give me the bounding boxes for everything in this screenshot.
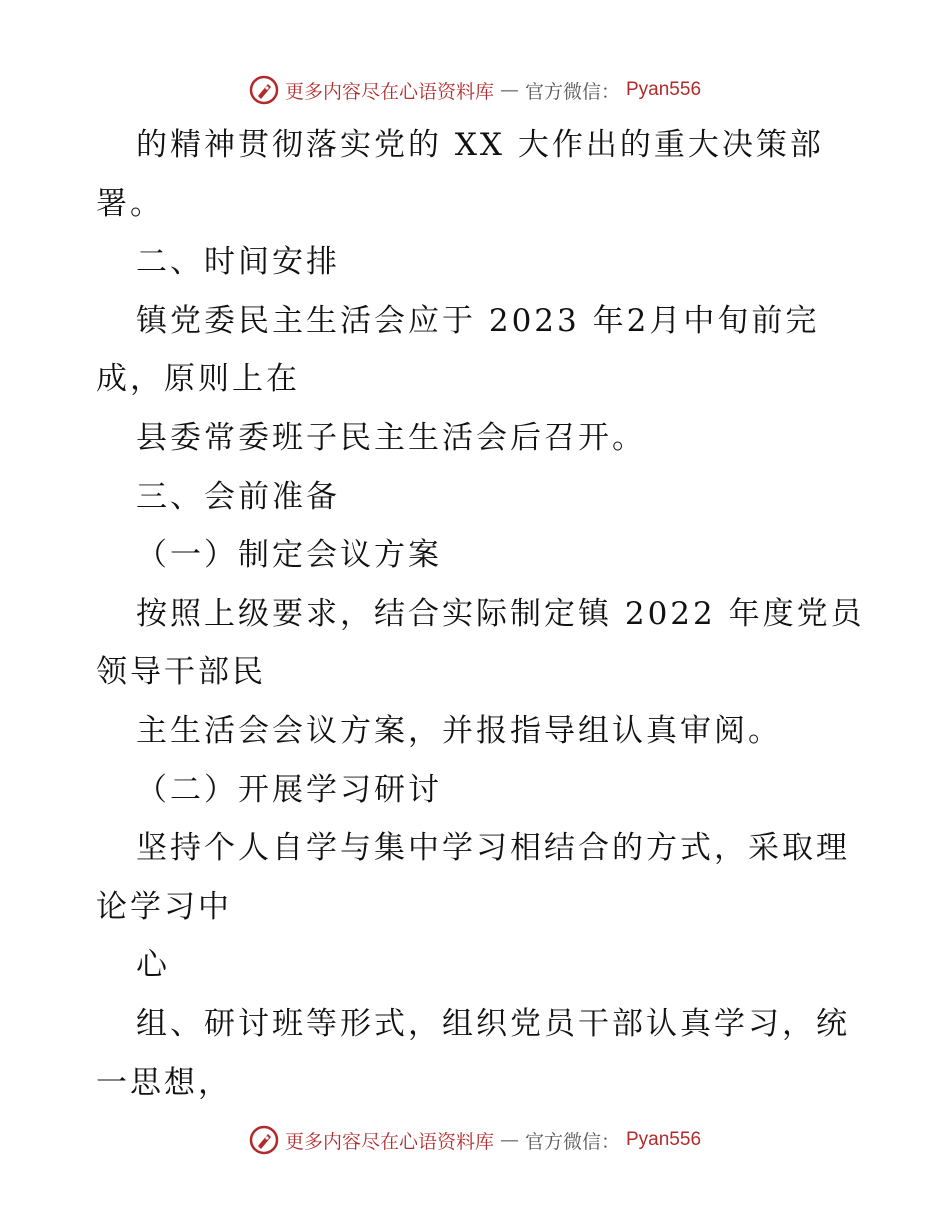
text-line: 成，原则上在: [96, 361, 300, 398]
text-line: 组、研讨班等形式，组织党员干部认真学习，统: [136, 1005, 850, 1042]
text-line: 署。: [96, 185, 164, 222]
text-line: 心: [136, 947, 170, 984]
text-line: 镇党委民主生活会应于 2023 年2月中旬前完: [136, 302, 820, 339]
text-line: 按照上级要求，结合实际制定镇 2022 年度党员: [136, 595, 865, 632]
section-heading: 二、时间安排: [136, 244, 340, 281]
text-line: 论学习中: [96, 888, 232, 925]
section-heading: 三、会前准备: [136, 478, 340, 515]
watermark-wechat-label: 官方微信：: [524, 1130, 620, 1153]
header-watermark: [0, 70, 950, 110]
watermark-separator: —: [499, 79, 519, 101]
watermark-wechat-id: Pyan556: [626, 79, 702, 100]
watermark-separator: —: [499, 1129, 519, 1151]
watermark-wechat-label: 官方微信：: [524, 80, 620, 103]
watermark-main-text: 更多内容尽在心语资料库: [284, 80, 494, 103]
pen-nib-logo-icon: [249, 1125, 279, 1155]
text-line: 主生活会会议方案，并报指导组认真审阅。: [136, 712, 782, 749]
footer-watermark: [0, 1120, 950, 1160]
subsection-heading: （一）制定会议方案: [136, 537, 442, 574]
document-body: [96, 116, 876, 1112]
text-line: 县委常委班子民主生活会后召开。: [136, 419, 646, 456]
watermark-wechat-id: Pyan556: [626, 1129, 702, 1150]
pen-nib-logo-icon: [249, 75, 279, 105]
text-line: 坚持个人自学与集中学习相结合的方式，采取理: [136, 830, 850, 867]
watermark-main-text: 更多内容尽在心语资料库: [284, 1130, 494, 1153]
text-line: 一思想，: [96, 1064, 232, 1101]
subsection-heading: （二）开展学习研讨: [136, 771, 442, 808]
text-line: 领导干部民: [96, 654, 266, 691]
text-line: 的精神贯彻落实党的 XX 大作出的重大决策部: [136, 127, 824, 163]
